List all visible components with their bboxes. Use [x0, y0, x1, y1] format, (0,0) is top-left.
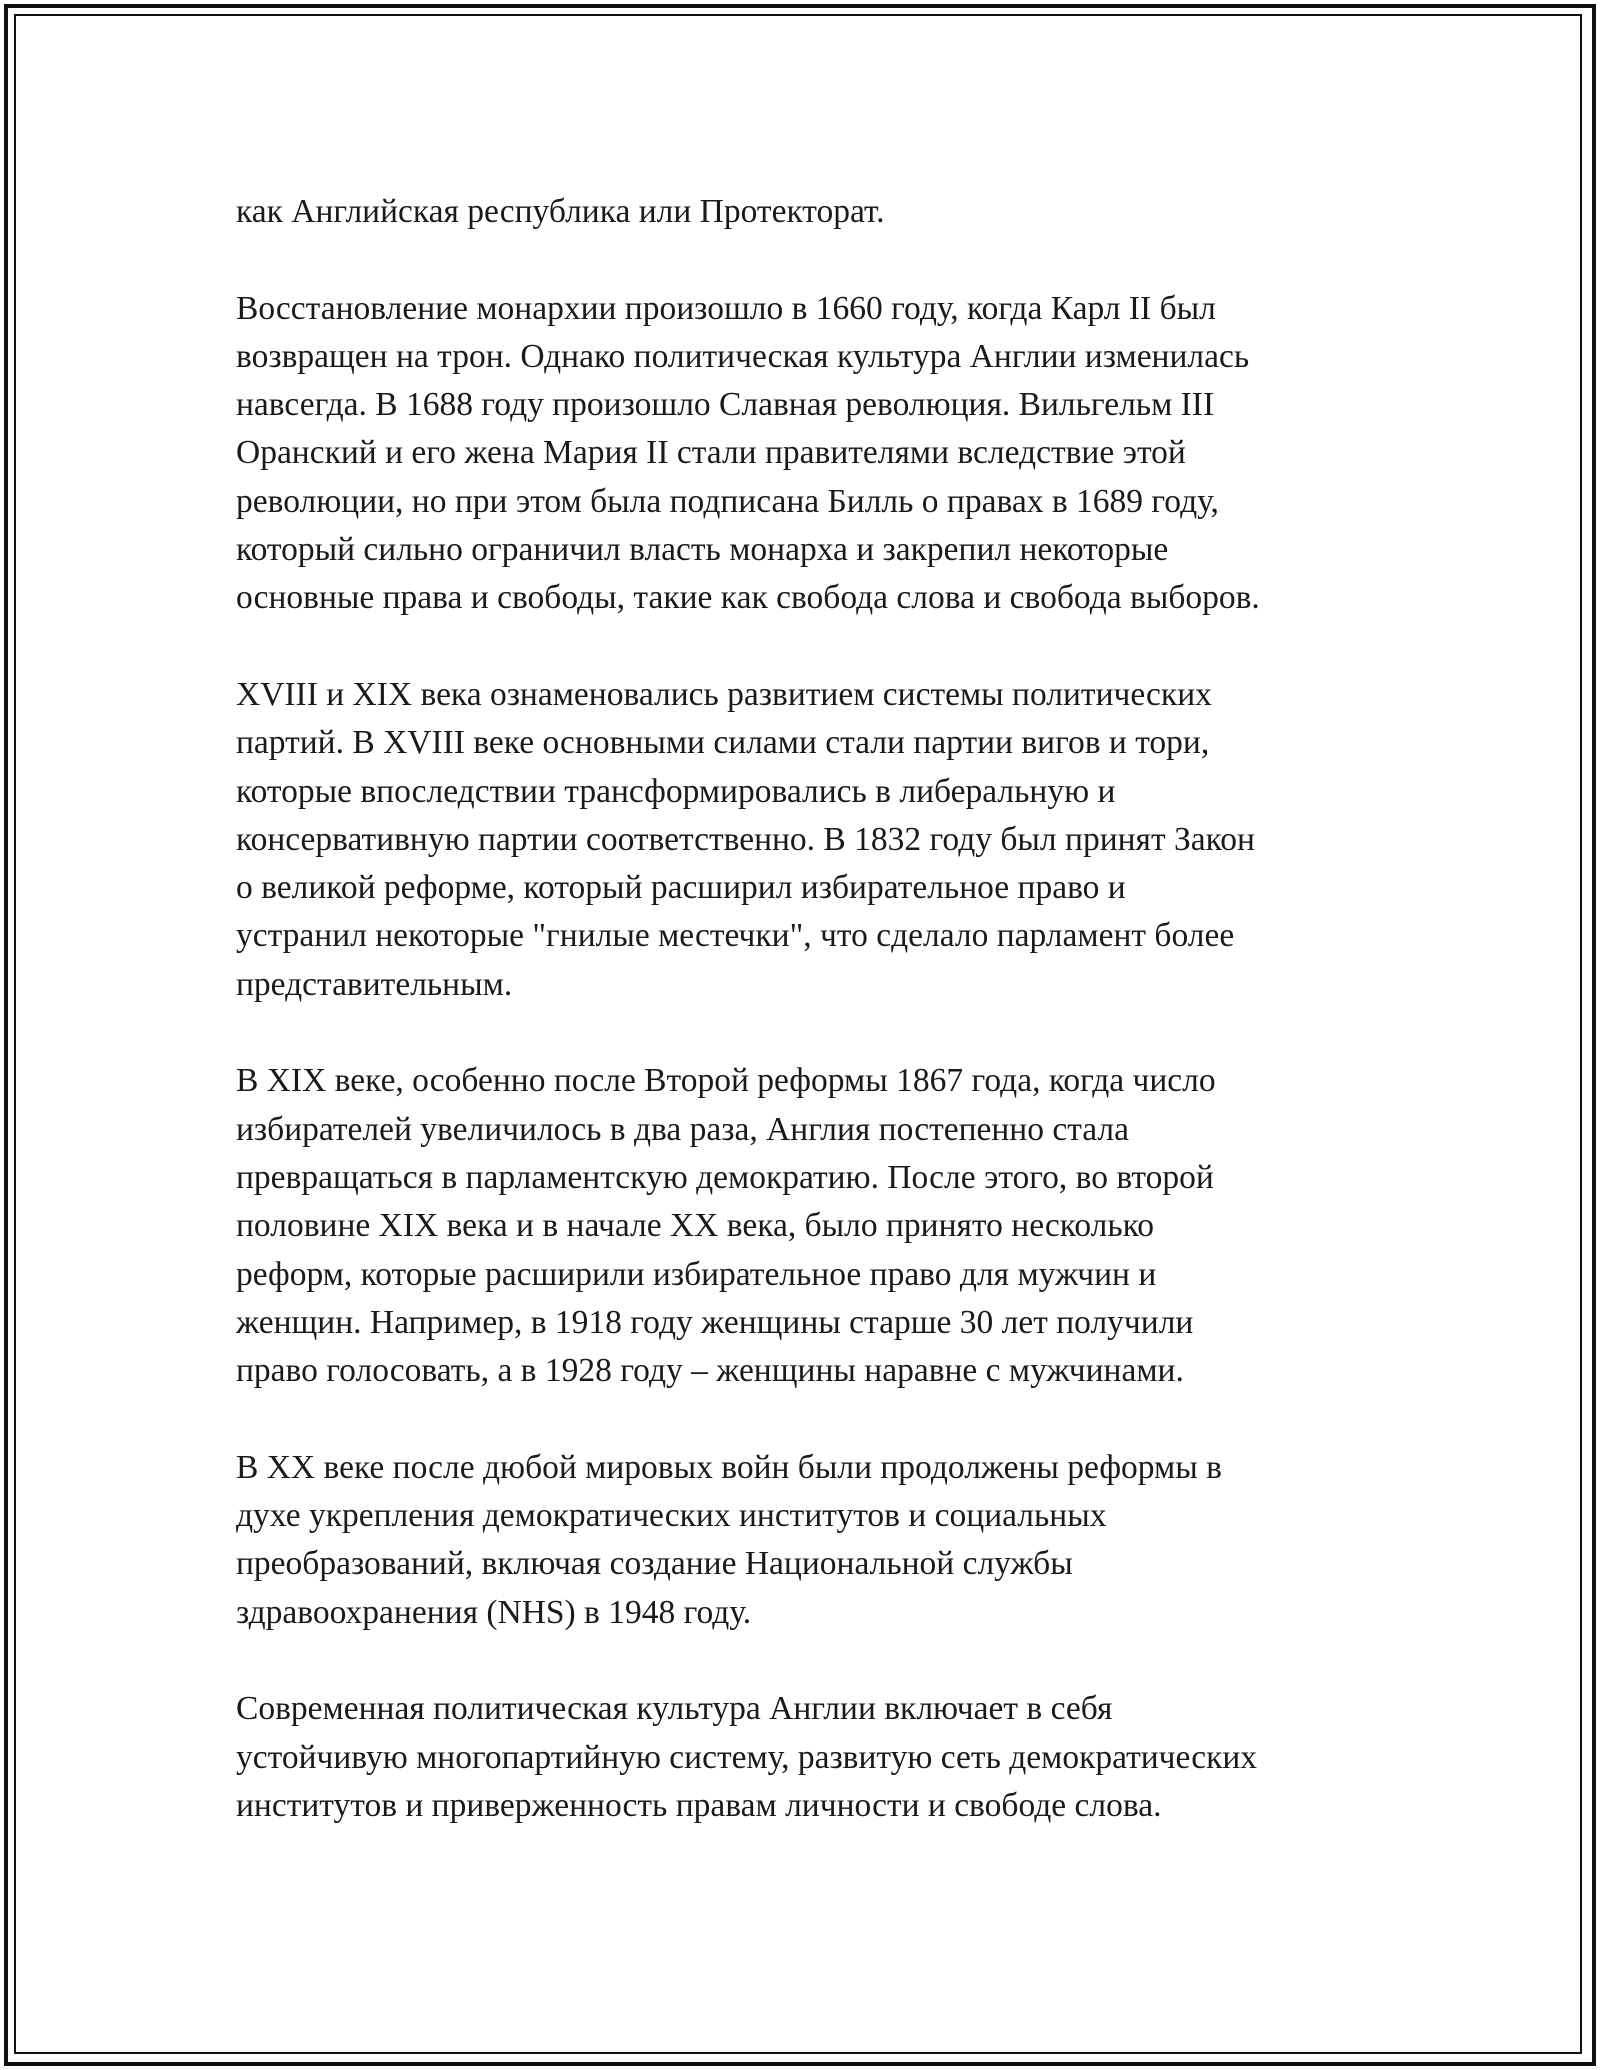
text-line: избирателей увеличилось в два раза, Англия постепенно стала — [236, 1110, 1130, 1148]
text-line: духе укрепления демократических институтов и социальных — [236, 1497, 1107, 1535]
document-body — [236, 188, 1416, 1878]
text-line: право голосовать, а в 1928 году – женщины наравне с мужчинами. — [236, 1352, 1184, 1390]
text-line: В XIX веке, особенно после Второй реформы 1867 года, когда число — [236, 1062, 1216, 1100]
text-line: устранил некоторые "гнилые местечки", что сделало парламент более — [236, 917, 1235, 955]
paragraph — [236, 285, 1416, 623]
text-line: как Английская республика или Протекторат. — [236, 193, 885, 230]
text-line: революции, но при этом была подписана Билль о правах в 1689 году, — [236, 482, 1219, 520]
text-line: о великой реформе, который расширил избирательное право и — [236, 869, 1126, 907]
paragraph — [236, 671, 1416, 1009]
text-line: навсегда. В 1688 году произошло Славная революция. Вильгельм III — [236, 386, 1215, 424]
text-line: превращаться в парламентскую демократию. После этого, во второй — [236, 1158, 1214, 1196]
text-line: половине XIX века и в начале XX века, было принято несколько — [236, 1207, 1154, 1245]
text-line: представительным. — [236, 965, 513, 1003]
text-line: здравоохранения (NHS) в 1948 году. — [236, 1593, 752, 1631]
text-line: XVIII и XIX века ознаменовались развитием системы политических — [236, 675, 1212, 713]
paragraph — [236, 1057, 1416, 1395]
text-line: основные права и свободы, такие как свобода слова и свобода выборов. — [236, 579, 1260, 617]
text-line: В XX веке после дюбой мировых войн были продолжены реформы в — [236, 1448, 1222, 1486]
text-line: Восстановление монархии произошло в 1660 году, когда Карл II был — [236, 289, 1216, 327]
text-line: устойчивую многопартийную систему, развитую сеть демократических — [236, 1738, 1258, 1776]
paragraph — [236, 1685, 1416, 1830]
text-line: женщин. Например, в 1918 году женщины старше 30 лет получили — [236, 1303, 1194, 1341]
text-line: институтов и приверженность правам личности и свободе слова. — [236, 1786, 1162, 1824]
text-line: партий. В XVIII веке основными силами стали партии вигов и тори, — [236, 724, 1210, 762]
text-line: Оранский и его жена Мария II стали правителями вследствие этой — [236, 434, 1186, 472]
text-line: преобразований, включая создание Национальной службы — [236, 1545, 1073, 1583]
text-line: консервативную партии соответственно. В 1832 году был принят Закон — [236, 820, 1255, 858]
paragraph — [236, 1444, 1416, 1637]
text-line: возвращен на трон. Однако политическая культура Англии изменилась — [236, 337, 1250, 375]
text-line: Современная политическая культура Англии включает в себя — [236, 1690, 1113, 1728]
text-line: которые впоследствии трансформировались в либеральную и — [236, 772, 1116, 810]
paragraph — [236, 188, 1416, 236]
text-line: который сильно ограничил власть монарха и закрепил некоторые — [236, 531, 1169, 569]
text-line: реформ, которые расширили избирательное право для мужчин и — [236, 1255, 1157, 1293]
